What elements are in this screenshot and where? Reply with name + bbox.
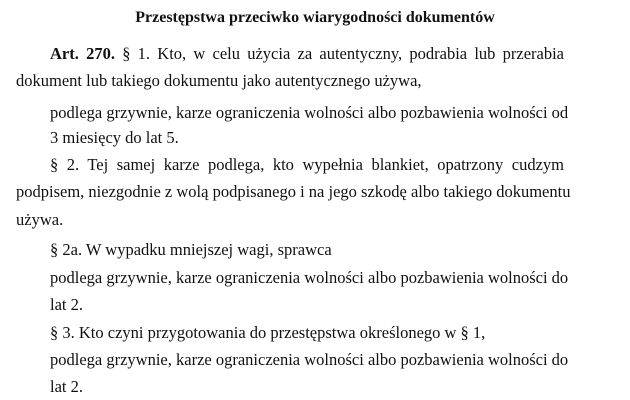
- art270-p3-sanction-line1: podlega grzywnie, karze ograniczenia wolności albo pozbawienia wolności do: [50, 350, 569, 369]
- art270-p2a-sanction-line2: lat 2.: [50, 295, 83, 314]
- art270-p1-line2: dokument lub takiego dokumentu jako autentycznego używa,: [16, 71, 422, 90]
- art270-p2a-sanction-line1: podlega grzywnie, karze ograniczenia wolności albo pozbawienia wolności do: [50, 268, 569, 287]
- article-label: Art. 270.: [50, 44, 115, 63]
- art270-p1-text: § 1. Kto, w celu użycia za autentyczny, podrabia lub przerabia: [122, 44, 565, 63]
- art270-p2-line3: używa.: [16, 210, 64, 229]
- art270-p2-line1: § 2. Tej samej karze podlega, kto wypełnia blankiet, opatrzony cudzym: [50, 155, 564, 174]
- art270-p1-sanction-line1: podlega grzywnie, karze ograniczenia wolności albo pozbawienia wolności od: [50, 103, 569, 122]
- art270-p2a-line1: § 2a. W wypadku mniejszej wagi, sprawca: [50, 240, 332, 259]
- art270-p3-sanction-line2: lat 2.: [50, 377, 83, 396]
- art270-p3-line1: § 3. Kto czyni przygotowania do przestępstwa określonego w § 1,: [50, 323, 486, 342]
- section-title: Przestępstwa przeciwko wiarygodności dokumentów: [135, 9, 495, 26]
- art270-p2-line2: podpisem, niezgodnie z wolą podpisanego i na jego szkodę albo takiego dokumentu: [16, 182, 571, 201]
- art270-p1-line1: [50, 44, 564, 64]
- art270-p1-sanction-line2: 3 miesięcy do lat 5.: [50, 128, 179, 147]
